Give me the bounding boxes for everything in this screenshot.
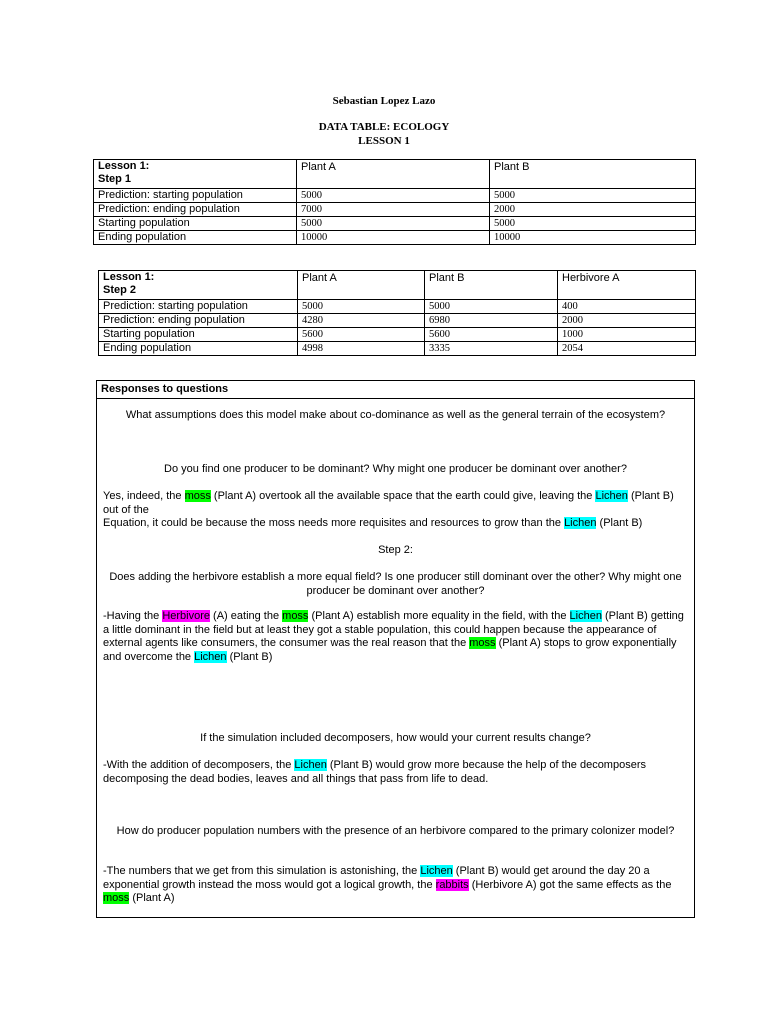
answer-text: (Plant B) would grow more because the help of the decomposers decomposing the dead bodies, leaves and all things that pass from life to dead. (103, 759, 646, 785)
table-row (99, 328, 696, 342)
table-cell: 5000 (490, 189, 696, 203)
table-row (94, 203, 696, 217)
table-row (94, 189, 696, 203)
answer-text: Equation, it could be because the moss needs more requisites and resources to grow than the (103, 517, 565, 529)
responses-heading: Responses to questions (97, 381, 694, 399)
table-cell: 1000 (558, 328, 696, 342)
table-cell: 6980 (425, 314, 558, 328)
answer-text: (Plant A) establish more equality in the field, with the (308, 610, 570, 622)
column-header: Herbivore A (558, 271, 696, 300)
answer-text: (Plant B) (596, 517, 643, 529)
lichen-highlight: Lichen (194, 650, 227, 663)
table-cell: 5000 (490, 217, 696, 231)
answer-4 (103, 759, 688, 786)
answer-text: (Herbivore A) got the same effects as the (468, 878, 672, 891)
answer-3 (103, 610, 688, 664)
table-cell: 400 (558, 300, 696, 314)
table-cell: 10000 (297, 231, 490, 245)
column-header: Plant A (298, 271, 425, 300)
answer-text: (Plant B) (226, 650, 273, 663)
answer-text: -With the addition of decomposers, the (103, 759, 295, 771)
row-label: Prediction: starting population (99, 300, 298, 314)
table-label (99, 271, 298, 300)
table-cell: 5000 (425, 300, 558, 314)
data-table-step-1 (93, 159, 696, 245)
answer-text: (Plant B) out of the (103, 490, 674, 516)
lichen-highlight: Lichen (294, 759, 327, 771)
table-label-line-2: Step 1 (98, 173, 132, 185)
table-row (99, 314, 696, 328)
answer-text: (Plant B) would get around the day 20 a exponential growth instead the moss would got a logical growth, the (103, 865, 650, 891)
answer-text: -Having the (103, 610, 163, 622)
moss-highlight: moss (282, 610, 309, 622)
table-row (99, 342, 696, 356)
responses-box (96, 380, 695, 918)
table-cell: 5600 (298, 328, 425, 342)
rabbits-highlight: rabbits (435, 878, 469, 891)
answer-2 (103, 490, 688, 531)
table-cell: 5600 (425, 328, 558, 342)
table-cell: 3335 (425, 342, 558, 356)
question-3: Does adding the herbivore establish a more equal field? Is one producer still dominant over the other? Why might one producer be dominant over another? (109, 571, 682, 597)
table-header-row (94, 160, 696, 189)
table-cell: 2000 (490, 203, 696, 217)
lichen-highlight: Lichen (569, 610, 602, 622)
row-label: Starting population (99, 328, 298, 342)
answer-text: -The numbers that we get from this simulation is astonishing, the (103, 865, 421, 877)
document-title: DATA TABLE: ECOLOGY (318, 121, 450, 133)
moss-highlight: moss (184, 490, 211, 502)
herbivore-highlight: Herbivore (162, 610, 210, 622)
table-cell: 2054 (558, 342, 696, 356)
question-5: How do producer population numbers with the presence of an herbivore compared to the primary colonizer model? (116, 825, 675, 837)
table-header-row (99, 271, 696, 300)
answer-text: (A) eating the (210, 610, 283, 622)
table-cell: 4998 (298, 342, 425, 356)
moss-highlight: moss (469, 637, 496, 649)
lichen-highlight: Lichen (595, 490, 628, 502)
row-label: Prediction: ending population (99, 314, 298, 328)
row-label: Starting population (94, 217, 297, 231)
table-cell: 5000 (298, 300, 425, 314)
answer-text: (Plant B) getting a little dominant in the field but at least they got a stable population, this could happen because the appearance of external agents like consumers, the consumer was the real reason that the (103, 610, 684, 649)
moss-highlight: moss (103, 892, 130, 904)
table-label-line-2: Step 2 (103, 284, 137, 296)
table-label-line-1: Lesson 1: (103, 271, 155, 283)
row-label: Prediction: ending population (94, 203, 297, 217)
table-cell: 2000 (558, 314, 696, 328)
answer-text: (Plant A) overtook all the available space that the earth could give, leaving the (210, 490, 596, 502)
row-label: Ending population (99, 342, 298, 356)
column-header: Plant A (297, 160, 490, 189)
lichen-highlight: Lichen (564, 517, 597, 529)
author-name: Sebastian Lopez Lazo (332, 95, 436, 107)
step-2-label: Step 2: (378, 544, 413, 556)
table-cell: 5000 (297, 217, 490, 231)
column-header: Plant B (425, 271, 558, 300)
question-1: What assumptions does this model make about co-dominance as well as the general terrain of the ecosystem? (125, 409, 666, 421)
table-row (99, 300, 696, 314)
document-subtitle: LESSON 1 (358, 135, 410, 147)
data-table-step-2 (98, 270, 696, 356)
question-2: Do you find one producer to be dominant? Why might one producer be dominant over another? (164, 463, 627, 475)
document-title-block (0, 120, 768, 148)
table-cell: 4280 (298, 314, 425, 328)
column-header: Plant B (490, 160, 696, 189)
answer-text: (Plant A) stops to grow exponentially and overcome the (103, 637, 677, 663)
table-cell: 5000 (297, 189, 490, 203)
row-label: Ending population (94, 231, 297, 245)
table-row (94, 231, 696, 245)
table-cell: 7000 (297, 203, 490, 217)
row-label: Prediction: starting population (94, 189, 297, 203)
lichen-highlight: Lichen (420, 865, 453, 877)
table-label-line-1: Lesson 1: (98, 160, 150, 172)
answer-text: Yes, indeed, the (103, 490, 185, 502)
question-4: If the simulation included decomposers, how would your current results change? (200, 732, 591, 744)
table-row (94, 217, 696, 231)
table-label (94, 160, 297, 189)
answer-text: (Plant A) (129, 892, 175, 904)
table-cell: 10000 (490, 231, 696, 245)
answer-5 (103, 865, 688, 906)
